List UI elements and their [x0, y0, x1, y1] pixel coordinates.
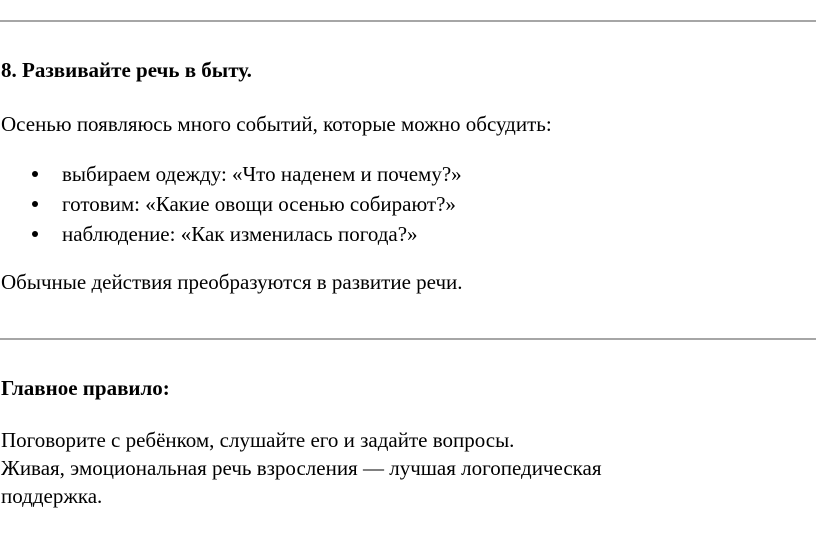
top-divider [0, 20, 816, 22]
section-heading: 8. Развивайте речь в быту. [1, 58, 252, 82]
list-item-text: наблюдение: «Как изменилась погода?» [62, 222, 418, 246]
bullet-icon [32, 231, 38, 237]
activity-list [0, 162, 462, 252]
list-item [0, 162, 462, 192]
closing-line: Живая, эмоциональная речь взросления — лучшая логопедическая [1, 456, 602, 480]
summary-paragraph: Обычные действия преобразуются в развитие речи. [1, 270, 463, 294]
list-item [0, 192, 462, 222]
bullet-icon [32, 171, 38, 177]
main-rule-heading: Главное правило: [1, 376, 170, 400]
bullet-icon [32, 201, 38, 207]
closing-line: поддержка. [1, 484, 103, 508]
list-item-text: выбираем одежду: «Что наденем и почему?» [62, 162, 462, 186]
intro-paragraph: Осенью появляюсь много событий, которые можно обсудить: [1, 112, 552, 136]
list-item-text: готовим: «Какие овощи осенью собирают?» [62, 192, 456, 216]
middle-divider [0, 338, 816, 340]
list-item [0, 222, 462, 252]
closing-line: Поговорите с ребёнком, слушайте его и задайте вопросы. [1, 428, 515, 452]
